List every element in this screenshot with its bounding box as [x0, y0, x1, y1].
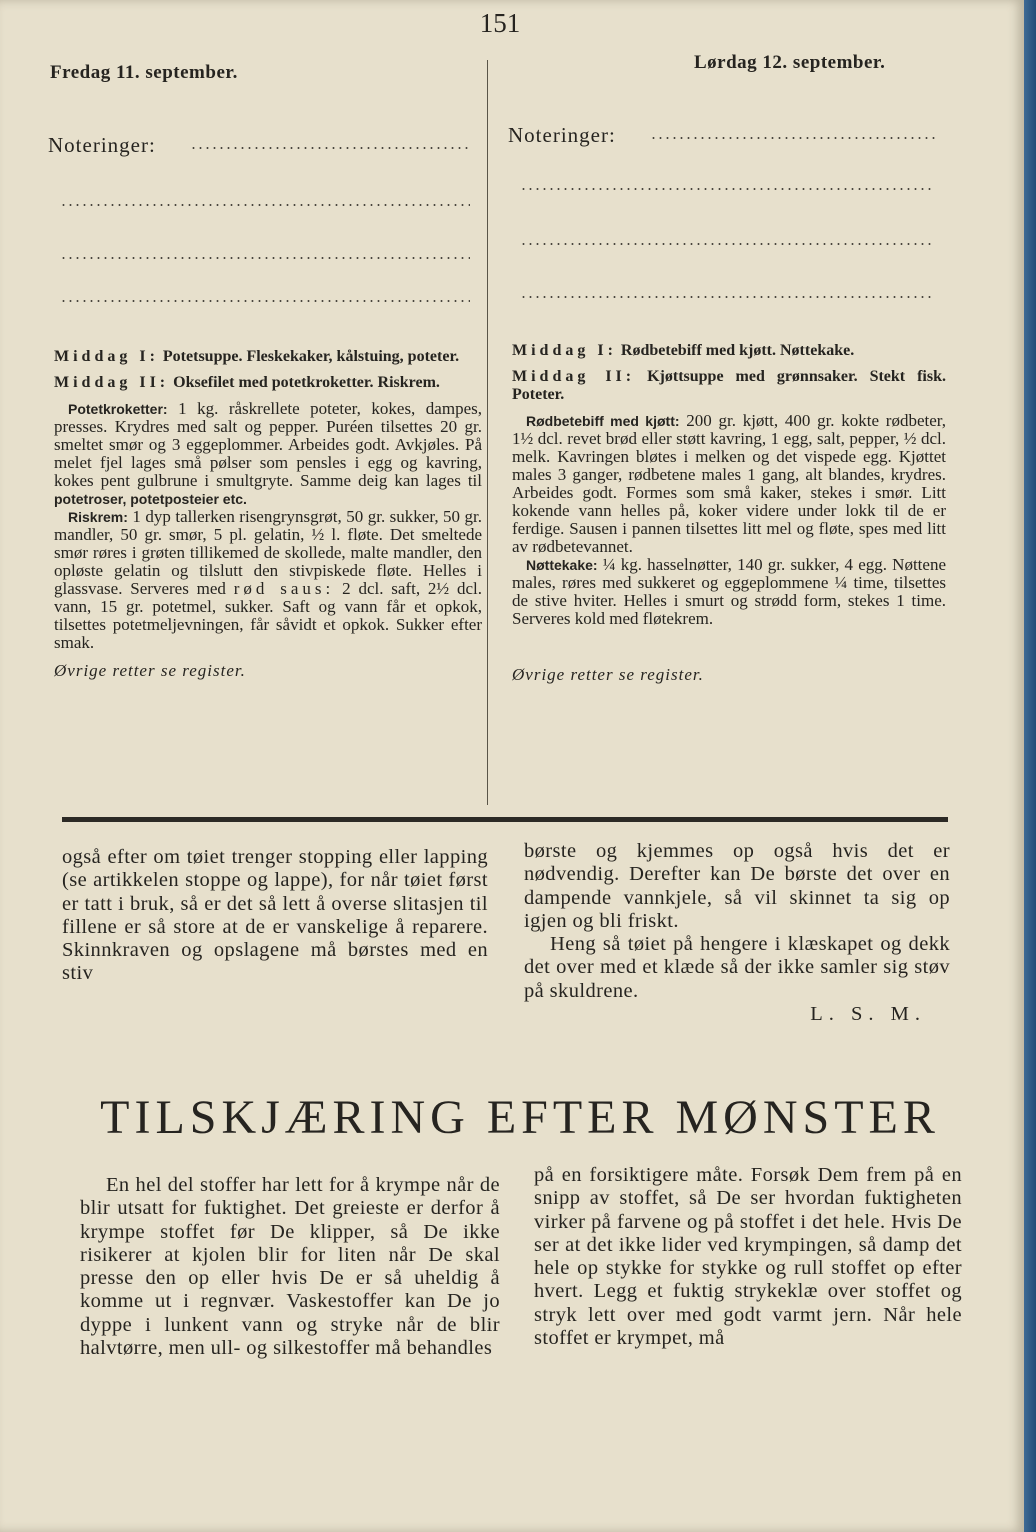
article1-col2-p1: børste og kjemmes op også hvis det er nødvendig. Derefter kan De børste det over en dampende vannkjele, så vil skinnet ta sig op igjen og bli friskt.	[524, 840, 950, 932]
left-middag-1-label: Middag I:	[54, 348, 159, 365]
left-notes-line-3	[60, 257, 470, 259]
article2-col1-text: En hel del stoffer har lett for å krympe når de blir utsatt for fuktighet. Det greieste er derfor å krympe stoffet før De klipper, så De ikke risikerer at kjolen blir for liten når De skal presse den op eller hvis De er så uheldig å komme ut i regnvær. Vaskestoffer kan De jo dyppe i lunkent vann og stryke når de blir halvtørre, men ull- og silkestoffer må behandles	[80, 1174, 500, 1360]
right-date: Lørdag 12. september.	[694, 52, 886, 73]
article2-title: TILSKJÆRING EFTER MØNSTER	[100, 1091, 940, 1144]
right-notes-line-2	[520, 188, 935, 190]
page-edge	[1024, 0, 1036, 1532]
left-middag-2-text: Oksefilet med potetkroketter. Riskrem.	[173, 374, 440, 391]
right-notes-line-4	[520, 296, 935, 298]
right-recipe-2-text: ¼ kg. hasselnøtter, 140 gr. sukker, 4 egg. Nøttene males, røres med sukkeret og eggeplommene ¼ time, tilsettes de stive hviter. Helles i smurt og strødd form, stekes 1 time. Serveres kold med fløtekrem.	[512, 555, 946, 628]
article2-col2-text: på en forsiktigere måte. Forsøk Dem frem på en snipp av stoffet, så De ser hvordan fuktigheten virker på farvene og på stoffet i det hele. Hvis De ser at det ikke lider ved krympingen, så damp det hele op stykke for stykke og rull stoffet op efter hvert. Legg et fuktig strykeklæ over stoffet og stryk lett over med godt varmt jern. Når hele stoffet er krympet, må	[534, 1164, 962, 1350]
left-middag-1-text: Potetsuppe. Fleskekaker, kålstuing, poteter.	[162, 348, 460, 365]
right-notes-line-3	[520, 243, 935, 245]
right-middag-2-label: Middag II:	[512, 368, 636, 385]
right-middag-2	[512, 368, 946, 404]
article1-col2-p2: Heng så tøiet på hengere i klæskapet og dekk det over med et klæde så der ikke samler sig støv på skuldrene.	[524, 933, 950, 1002]
right-recipe-1-name: Rødbetebiff med kjøtt:	[526, 413, 680, 429]
left-recipe-2-sauce: rød saus:	[233, 579, 335, 598]
left-date: Fredag 11. september.	[50, 62, 238, 83]
article1-col2	[524, 840, 950, 1026]
left-notes-line-1	[190, 147, 470, 149]
left-ovrige: Øvrige retter se register.	[54, 661, 246, 680]
left-recipe-2-name: Riskrem:	[68, 509, 128, 525]
article1-col1	[62, 846, 488, 986]
page-number: 151	[479, 8, 521, 38]
right-recipe-nottekake	[512, 556, 946, 628]
left-recipe-riskrem	[54, 508, 482, 652]
right-recipe-2-name: Nøttekake:	[526, 557, 598, 573]
left-recipe-1-text: 1 kg. råskrellete poteter, kokes, dampes, presses. Krydres med salt og pepper. Puréen tilsettes 20 gr. smeltet smør og 3 eggeplommer. Arbeides godt. Avkjøles. På melet fjel lages små pølser som pensles i egg og kavring, kokes pent gulbrune i smultgryte. Samme deig kan lages til	[54, 399, 482, 490]
right-middag-2-text: Kjøttsuppe med grønnsaker. Stekt fisk. Poteter.	[512, 368, 947, 403]
right-middag-1-label: Middag I:	[512, 342, 617, 359]
left-middag-2-label: Middag II:	[54, 374, 170, 391]
left-notes-line-4	[60, 300, 470, 302]
left-recipe-1-tail: potetroser, potetposteier etc.	[54, 491, 247, 507]
left-menu-column	[54, 348, 482, 680]
right-recipe-rodbetebiff	[512, 412, 946, 556]
right-recipe-1-text: 200 gr. kjøtt, 400 gr. kokte rødbeter, 1½ dcl. revet brød eller støtt kavring, 1 egg, salt, pepper, ½ dcl. melk. Kavringen bløtes i melken og det vispede egg. Kjøttet males 3 ganger, rødbetene males 1 gang, alt blandes, krydres. Arbeides godt. Formes som små kaker, stekes i smør. Litt kokende vann helles på, koker videre under lokk til de er ferdige. Sausen i pannen tilsettes litt mel og fløte, spes med litt av rødbetevannet.	[512, 411, 946, 556]
left-notes-line-2	[60, 204, 470, 206]
right-middag-1	[512, 342, 946, 360]
right-notes-label: Noteringer:	[508, 123, 616, 147]
right-menu-column	[512, 342, 946, 684]
left-recipe-2-text: 1 dyp tallerken risengrynsgrøt, 50 gr. sukker, 50 gr. mandler, 50 gr. smør, 5 pl. gelatin, ½ l. fløte. Det smeltede smør røres i grøten tillikemed de skollede, malte mandler, den opløste gelatin og tilslutt den stivpiskede fløte. Helles i glassvase. Serveres med	[54, 507, 483, 598]
left-notes-label: Noteringer:	[48, 133, 156, 157]
column-divider	[487, 60, 488, 805]
article1-signature: L. S. M.	[810, 1003, 926, 1026]
article2-col2	[534, 1164, 962, 1350]
left-recipe-1-name: Potetkroketter:	[68, 401, 168, 417]
left-middag-1	[54, 348, 482, 366]
left-recipe-potetkroketter	[54, 400, 482, 508]
right-middag-1-text: Rødbetebiff med kjøtt. Nøttekake.	[620, 342, 855, 359]
left-middag-2	[54, 374, 482, 392]
right-notes-line-1	[650, 137, 935, 139]
section-rule	[62, 817, 948, 822]
article2-col1	[80, 1174, 500, 1360]
right-ovrige: Øvrige retter se register.	[512, 665, 704, 684]
left-recipe-2-text2: 2 dcl. saft, 2½ dcl. vann, 15 gr. potetmel, sukker. Saft og vann får et opkok, tilsettes potetmeljevningen, får såvidt et opkok. Sukker efter smak.	[54, 579, 483, 652]
article1-col1-text: også efter om tøiet trenger stopping eller lapping (se artikkelen stoppe og lappe), for når tøiet først er tatt i bruk, så er det så lett å overse slitasjen til fillene er så store at de er vanskelige å reparere. Skinnkraven og opslagene må børstes med en stiv	[62, 846, 488, 985]
